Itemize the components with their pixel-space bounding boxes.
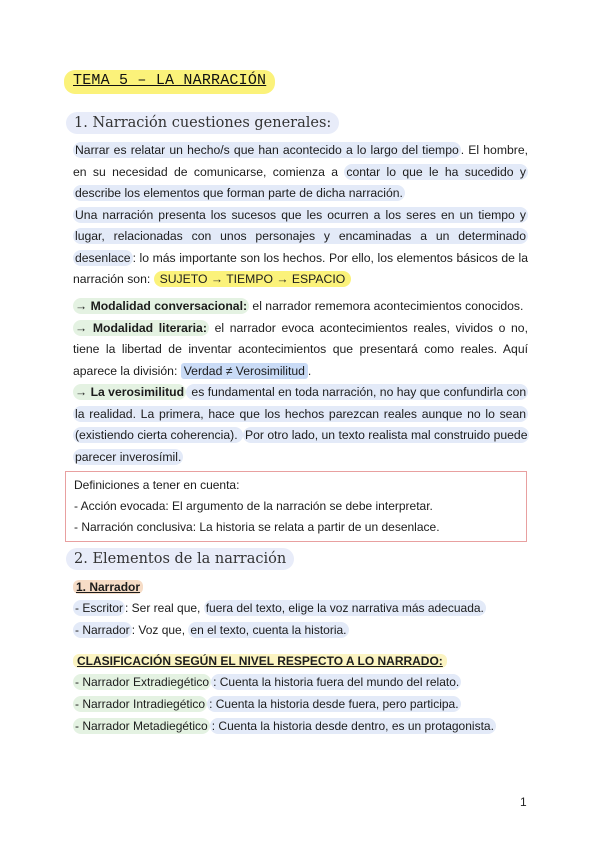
section-2-heading: 2. Elementos de la narración xyxy=(66,548,294,570)
modality-label: → La verosimilitud xyxy=(75,385,185,399)
plain-text: : lo más importante son los hechos. Por ello, los elementos básicos de la narración son: xyxy=(73,250,528,286)
term: - Narrador xyxy=(75,623,130,637)
modality-literary xyxy=(73,318,528,383)
highlight-text: : Cuenta la historia fuera del mundo del relato. xyxy=(213,675,460,689)
plain-text: el narrador evoca acontecimientos reales, vividos o no, tiene la libertad de inventar acontecimientos que presentará como reales. Aquí aparece la división: xyxy=(73,320,528,378)
plain-text: . xyxy=(307,363,312,378)
definition-item: - Narración conclusiva: La historia se relata a partir de un desenlace. xyxy=(74,520,440,534)
section-1-heading: 1. Narración cuestiones generales: xyxy=(66,112,339,134)
paragraph-definition xyxy=(73,140,528,205)
highlight-text: : Cuenta la historia desde dentro, es un protagonista. xyxy=(211,719,494,733)
highlight-text: contar lo que le ha sucedido y describe los elementos que forman parte de dicha narración. xyxy=(75,164,526,200)
line-escritor xyxy=(73,598,486,618)
key-elements-highlight: SUJETO → TIEMPO → ESPACIO xyxy=(154,271,352,287)
line-extradiegetico xyxy=(73,672,461,692)
narrator-subheading: 1. Narrador xyxy=(73,580,143,594)
line-narrador xyxy=(73,620,349,640)
term: - Narrador Metadiegético xyxy=(75,719,208,733)
plain-text: : Ser real que, xyxy=(125,601,204,615)
document-title: TEMA 5 – LA NARRACIÓN xyxy=(64,70,275,94)
highlight-text: Narrar es relatar un hecho/s que han acontecido a lo largo del tiempo xyxy=(75,143,459,157)
definitions-box xyxy=(65,471,527,542)
classification-subheading: CLASIFICACIÓN SEGÚN EL NIVEL RESPECTO A LO NARRADO: xyxy=(73,654,447,668)
highlight-text: en el texto, cuenta la historia. xyxy=(190,623,347,637)
paragraph-elements xyxy=(73,205,528,291)
highlight-text: fuera del texto, elige la voz narrativa más adecuada. xyxy=(205,601,484,615)
term: - Narrador Extradiegético xyxy=(75,675,210,689)
term: - Narrador Intradiegético xyxy=(75,697,206,711)
highlight-text: Una narración presenta los sucesos que les ocurren a los seres en un tiempo y lugar, relacionadas con unos personajes y encaminadas a un determinado desenlace xyxy=(75,207,526,265)
definition-item: - Acción evocada: El argumento de la narración se debe interpretar. xyxy=(74,499,433,513)
highlight-text: Por otro lado, un texto realista mal construido puede parecer inverosímil. xyxy=(75,428,528,464)
plain-text: . El hombre, en su necesidad de comunicarse, comienza a xyxy=(73,143,528,179)
modality-label: → Modalidad literaria: xyxy=(75,320,207,335)
verisimilitude xyxy=(73,382,528,468)
highlight-text: es fundamental en toda narración, no hay que confundirla con la realidad. La primera, hace que los hechos parezcan reales aunque no lo sean (existiendo cierta coherencia). xyxy=(75,385,527,442)
line-metadiegetico xyxy=(73,716,496,736)
page-number: 1 xyxy=(520,795,527,809)
verdad-verosimilitud-highlight: Verdad ≠ Verosimilitud xyxy=(181,363,308,379)
highlight-text: : Cuenta la historia desde fuera, pero participa. xyxy=(209,697,459,711)
modality-label: → Modalidad conversacional: xyxy=(75,299,248,313)
modality-conversational xyxy=(73,296,528,318)
term: - Escritor xyxy=(75,601,123,615)
modalities-block xyxy=(73,296,528,468)
definitions-title: Definiciones a tener en cuenta: xyxy=(74,478,240,492)
plain-text: el narrador rememora acontecimientos conocidos. xyxy=(249,299,524,313)
plain-text: : Voz que, xyxy=(131,623,189,637)
line-intradiegetico xyxy=(73,694,461,714)
section-1-intro xyxy=(73,140,528,291)
